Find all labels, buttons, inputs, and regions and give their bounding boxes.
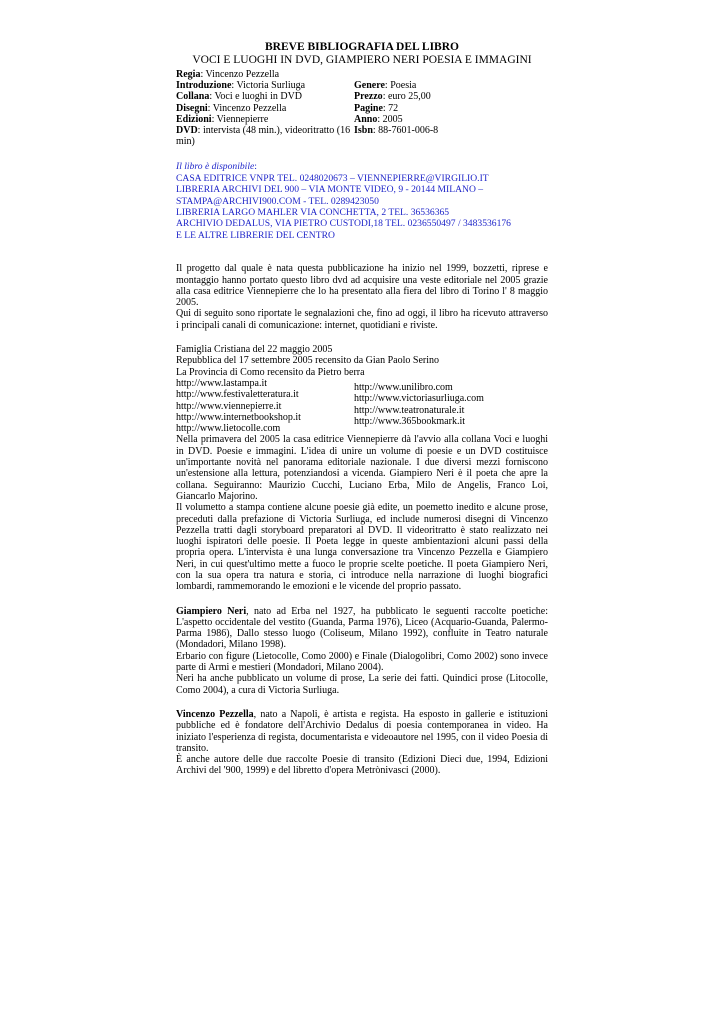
web-link[interactable]: http://www.teatronaturale.it (354, 404, 465, 416)
pezzella-bio-paragraph: Vincenzo Pezzella, nato a Napoli, è artista e regista. Ha esposto in gallerie e istituzioni pubbliche ed è fondatore dell'Archivio Dedalus di poesia contemporanea in video. Ha iniziato l'esperienza di regista, documentarista e videoautore nel 1995, con il video Poesia di transito. (176, 708, 548, 754)
metadata-right-column (354, 69, 544, 147)
press-item: Famiglia Cristiana del 22 maggio 2005 (176, 344, 333, 356)
document-title: BREVE BIBLIOGRAFIA DEL LIBRO (265, 41, 459, 53)
meta-regia: Regia: Vincenzo Pezzella (176, 69, 280, 80)
availability-heading: Il libro è disponibile: (176, 161, 257, 173)
meta-genere: Genere: Poesia (354, 80, 417, 92)
web-link[interactable]: http://www.unilibro.com (354, 381, 453, 393)
intro-paragraph: Qui di seguito sono riportate le segnalazioni che, fino ad oggi, il libro ha ricevuto attraverso i principali canali di comunicazione: internet, quotidiani e riviste. (176, 308, 548, 331)
links-left-column (176, 378, 354, 434)
meta-isbn: Isbn: 88-7601-006-8 (354, 125, 439, 136)
meta-prezzo: Prezzo: euro 25,00 (354, 91, 431, 103)
meta-edizioni: Edizioni: Viennepierre (176, 113, 269, 125)
metadata-table (176, 69, 548, 147)
availability-line: CASA EDITRICE VNPR TEL. 0248020673 – VIENNEPIERRE@VIRGILIO.IT (176, 172, 489, 184)
web-link[interactable]: http://www.victoriasurliuga.com (354, 393, 484, 405)
metadata-left-column (176, 69, 354, 147)
neri-name: Giampiero Neri (176, 605, 247, 617)
intro-paragraph: Il progetto dal quale è nata questa pubblicazione ha inizio nel 1999, bozzetti, riprese e montaggio hanno portato questo libro dvd ad acquisire una veste editoriale nel 2005 grazie alla casa editrice Viennepierre che lo ha presentato alla fiera del libro di Torino l' 8 maggio 2005. (176, 263, 548, 309)
pezzella-bio-paragraph: È anche autore delle due raccolte Poesie di transito (Edizioni Dieci due, 1994, Edizioni Archivi del '900, 1999) e del libretto d'opera Metrònivasci (2000). (176, 754, 548, 777)
web-link[interactable]: http://www.internetbookshop.it (176, 411, 301, 423)
body-paragraph: Nella primavera del 2005 la casa editrice Viennepierre dà l'avvio alla collana Voci e luoghi in DVD. Poesie e immagini. L'idea di unire un volume di poesie e un DVD costituisce un'importante novità nel panorama editoriale nazionale. I due diversi mezzi forniscono un'estensione alla lettura, potenziandosi a vicenda. Giampiero Neri è il poeta che apre la collana. Seguiranno: Maurizio Cucchi, Luciano Erba, Milo de Angelis, Franco Loi, Giancarlo Majorino. (176, 434, 548, 502)
web-link[interactable]: http://www.lastampa.it (176, 377, 268, 389)
web-link[interactable]: http://www.festivaletteratura.it (176, 389, 299, 401)
web-link[interactable]: http://www.365bookmark.it (354, 415, 466, 427)
meta-collana: Collana: Voci e luoghi in DVD (176, 91, 303, 103)
meta-disegni: Disegni: Vincenzo Pezzella (176, 102, 287, 114)
links-right-column (354, 378, 544, 434)
document-subtitle: VOCI E LUOGHI IN DVD, GIAMPIERO NERI POESIA E IMMAGINI (192, 54, 532, 66)
availability-line: LIBRERIA LARGO MAHLER VIA CONCHETTA, 2 TEL. 36536365 (176, 207, 450, 219)
meta-introduzione: Introduzione: Victoria Surliuga (176, 80, 306, 92)
web-link[interactable]: http://www.lietocolle.com (176, 423, 281, 435)
pezzella-name: Vincenzo Pezzella (176, 708, 254, 720)
web-link[interactable]: http://www.viennepierre.it (176, 400, 282, 412)
neri-bio-paragraph: Giampiero Neri, nato ad Erba nel 1927, ha pubblicato le seguenti raccolte poetiche: L'aspetto occidentale del vestito (Guanda, Parma 1976), Liceo (Acquario-Guanda, Palermo-Parma 1986), Dallo stesso luogo (Coliseum, Milano 1992), confluite in Teatro naturale (Mondadori, Milano 1998). (176, 605, 548, 651)
meta-pagine: Pagine: 72 (354, 102, 399, 114)
meta-anno: Anno: 2005 (354, 113, 403, 125)
neri-bio-paragraph: Neri ha anche pubblicato un volume di prose, La serie dei fatti. Quindici prose (Litocolle, Como 2004), a cura di Victoria Surliuga. (176, 673, 548, 696)
press-item: Repubblica del 17 settembre 2005 recensito da Gian Paolo Serino (176, 355, 439, 367)
availability-line: LIBRERIA ARCHIVI DEL 900 – VIA MONTE VIDEO, 9 - 20144 MILANO – STAMPA@ARCHIVI900.COM - TEL. 0289423050 (176, 184, 484, 207)
availability-block (176, 161, 548, 241)
neri-bio-paragraph: Erbario con figure (Lietocolle, Como 2000) e Finale (Dialogolibri, Como 2002) sono invece parte di Armi e mestieri (Mondadori, Milano 2004). (176, 650, 548, 674)
document-page (176, 40, 548, 777)
meta-dvd: DVD: intervista (48 min.), videoritratto (16 min) (176, 125, 351, 148)
availability-line: ARCHIVIO DEDALUS, VIA PIETRO CUSTODI,18 TEL. 0236550497 / 3483536176 (176, 218, 511, 230)
press-item: La Provincia di Como recensito da Pietro berra (176, 366, 365, 378)
links-block (176, 378, 548, 434)
availability-line: E LE ALTRE LIBRERIE DEL CENTRO (176, 229, 335, 241)
body-paragraph: Il volumetto a stampa contiene alcune poesie già edite, un poemetto inedito e alcune prose, preceduti dalla prefazione di Victoria Surliuga, ed include numerosi disegni di Vincenzo Pezzella tratti dagli storyboard preparatori al DVD. Il videoritratto è stato realizzato nei luoghi ispiratori delle poesie. Il Poeta legge in queste ambientazioni alcuni passi della propria opera. L'intervista è una lunga conversazione tra Vincenzo Pezzella e Giampiero Neri, in cui quest'ultimo mette a fuoco le proprie scelte poetiche. Il poeta Giampiero Neri, con la sua opera tra natura e storia, ci introduce nella narrazione di luoghi biografici lombardi, rammemorando le emozioni e le vicende del proprio passato. (176, 502, 548, 593)
